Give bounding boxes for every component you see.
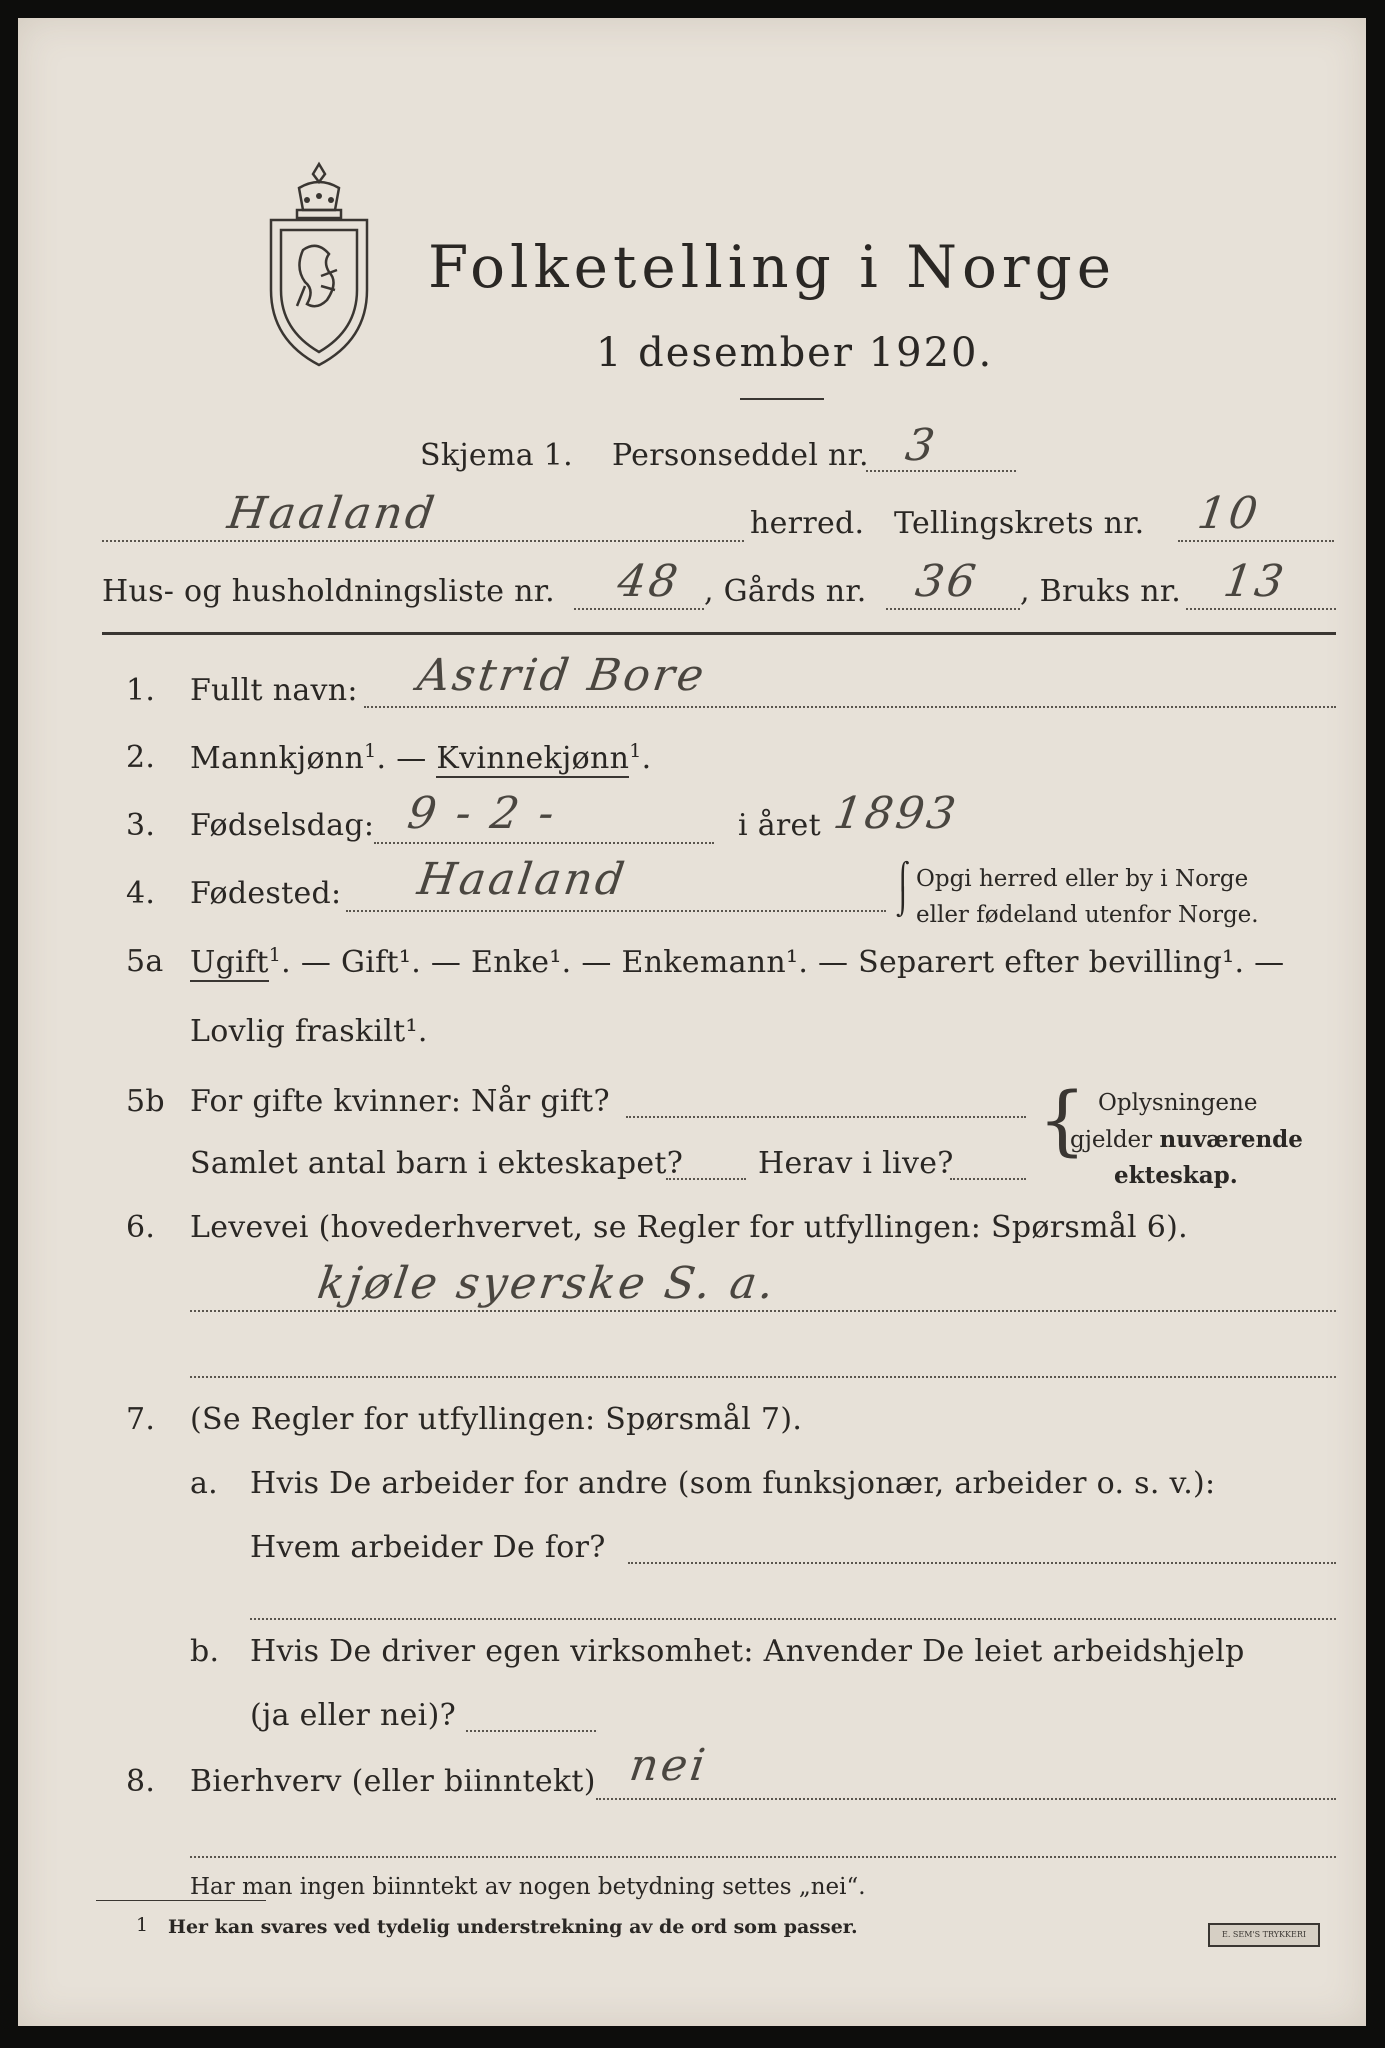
- employer-line-2: [250, 1618, 1336, 1620]
- q4-note-line1: Opgi herred eller by i Norge: [916, 866, 1249, 892]
- hus-value[interactable]: 48: [614, 556, 684, 607]
- q3-label: Fødselsdag:: [190, 808, 375, 843]
- occupation-line: [190, 1310, 1336, 1312]
- herred-line: [102, 540, 744, 542]
- bruks-line: [1186, 608, 1336, 610]
- q7a-line1: Hvis De arbeider for andre (som funksjonær, arbeider o. s. v.):: [250, 1466, 1216, 1501]
- tellingskrets-label: Tellingskrets nr.: [894, 506, 1145, 541]
- gender-options: Mannkjønn$^1$. — Kvinnekjønn$^1$.: [190, 740, 652, 776]
- q5b-number: 5b: [126, 1084, 165, 1119]
- birthday-line: [374, 842, 714, 844]
- alive-label: Herav i live?: [758, 1146, 954, 1181]
- option-male[interactable]: Mannkjønn: [190, 741, 365, 776]
- q4-label: Fødested:: [190, 876, 342, 911]
- q6-number: 6.: [126, 1210, 156, 1245]
- q5b-note-line2: gjelder nuværende: [1070, 1126, 1303, 1153]
- birthplace-value[interactable]: Haaland: [414, 854, 631, 905]
- q5a-number: 5a: [126, 944, 164, 979]
- tellingskrets-value[interactable]: 10: [1194, 488, 1264, 539]
- side-income-value[interactable]: nei: [626, 1740, 712, 1791]
- hus-label: Hus- og husholdningsliste nr.: [102, 574, 555, 609]
- q7-number: 7.: [126, 1402, 156, 1437]
- q6-label: Levevei (hovederhvervet, se Regler for utfyllingen: Spørsmål 6).: [190, 1210, 1188, 1245]
- q5b-note-line3: ekteskap.: [1114, 1162, 1238, 1189]
- footnote-number: 1: [136, 1914, 149, 1936]
- personseddel-label: Personseddel nr.: [612, 438, 869, 473]
- personseddel-value[interactable]: 3: [902, 420, 941, 471]
- census-date: 1 desember 1920.: [596, 330, 994, 376]
- marital-other-options[interactable]: . — Gift¹. — Enke¹. — Enkemann¹. — Separert efter bevilling¹. —: [281, 945, 1285, 980]
- employer-line: [628, 1562, 1336, 1564]
- birthday-value[interactable]: 9 - 2 -: [404, 788, 561, 839]
- q1-line: [364, 706, 1336, 708]
- gards-label: , Gårds nr.: [704, 574, 867, 609]
- footer-note: Har man ingen biinntekt av nogen betydning settes „nei“.: [190, 1874, 866, 1900]
- bruks-label: , Bruks nr.: [1020, 574, 1182, 609]
- personseddel-line: [866, 470, 1016, 472]
- occupation-value[interactable]: kjøle syerske S. a.: [314, 1258, 781, 1309]
- option-ugift-selected[interactable]: Ugift: [190, 945, 269, 980]
- employer-label: Hvem arbeider De for?: [250, 1530, 606, 1565]
- alive-line: [950, 1178, 1026, 1180]
- census-form: [18, 18, 1366, 2026]
- birthplace-line: [346, 910, 886, 912]
- birth-year-value[interactable]: 1893: [830, 788, 962, 839]
- q7-label: (Se Regler for utfyllingen: Spørsmål 7).: [190, 1402, 803, 1437]
- tellingskrets-line: [1178, 540, 1334, 542]
- q7b-line1: Hvis De driver egen virksomhet: Anvender De leiet arbeidshjelp: [250, 1634, 1245, 1669]
- q2-number: 2.: [126, 740, 156, 775]
- hired-help-line: [466, 1730, 596, 1732]
- skjema-label: Skjema 1.: [420, 438, 573, 473]
- q8-number: 8.: [126, 1764, 156, 1799]
- printer-stamp: E. SEM'S TRYKKERI: [1208, 1923, 1320, 1947]
- q4-note-line2: eller fødeland utenfor Norge.: [916, 902, 1259, 928]
- hired-help-label: (ja eller nei)?: [250, 1698, 456, 1733]
- header-separator: [102, 632, 1336, 635]
- marital-options: Ugift$^1$. — Gift¹. — Enke¹. — Enkemann¹. — Separert efter bevilling¹. —: [190, 944, 1285, 980]
- children-label: Samlet antal barn i ekteskapet?: [190, 1146, 684, 1181]
- option-female-selected[interactable]: Kvinnekjønn: [436, 741, 630, 776]
- q5b-note-brace: {: [1038, 1075, 1087, 1164]
- gards-value[interactable]: 36: [912, 556, 982, 607]
- full-name-value[interactable]: Astrid Bore: [414, 650, 710, 701]
- herred-label: herred.: [750, 506, 865, 541]
- title-divider: [740, 398, 824, 400]
- coat-of-arms-icon: [263, 158, 375, 373]
- hus-line: [574, 608, 704, 610]
- q5b-note-line1: Oplysningene: [1098, 1090, 1258, 1116]
- q4-note-brace: ⌠ ⌡: [896, 862, 910, 918]
- q7b-letter: b.: [190, 1634, 220, 1669]
- side-income-line-2: [190, 1856, 1336, 1858]
- married-when-label: For gifte kvinner: Når gift?: [190, 1084, 610, 1119]
- footnote-text: Her kan svares ved tydelig understrekning av de ord som passer.: [168, 1916, 858, 1938]
- q1-number: 1.: [126, 673, 156, 708]
- form-title: Folketelling i Norge: [428, 233, 1117, 301]
- children-line: [666, 1178, 746, 1180]
- q8-label: Bierhverv (eller biinntekt): [190, 1764, 596, 1799]
- gards-line: [886, 608, 1020, 610]
- married-when-line: [626, 1116, 1026, 1118]
- bruks-value[interactable]: 13: [1220, 556, 1290, 607]
- q3-number: 3.: [126, 808, 156, 843]
- q1-label: Fullt navn:: [190, 673, 358, 708]
- q4-number: 4.: [126, 876, 156, 911]
- occupation-line-2: [190, 1376, 1336, 1378]
- side-income-line: [596, 1798, 1336, 1800]
- footnote-rule: [96, 1900, 266, 1901]
- q7a-letter: a.: [190, 1466, 219, 1501]
- herred-value[interactable]: Haaland: [224, 488, 441, 539]
- option-lovlig-fraskilt[interactable]: Lovlig fraskilt¹.: [190, 1014, 428, 1049]
- year-label: i året: [738, 808, 821, 843]
